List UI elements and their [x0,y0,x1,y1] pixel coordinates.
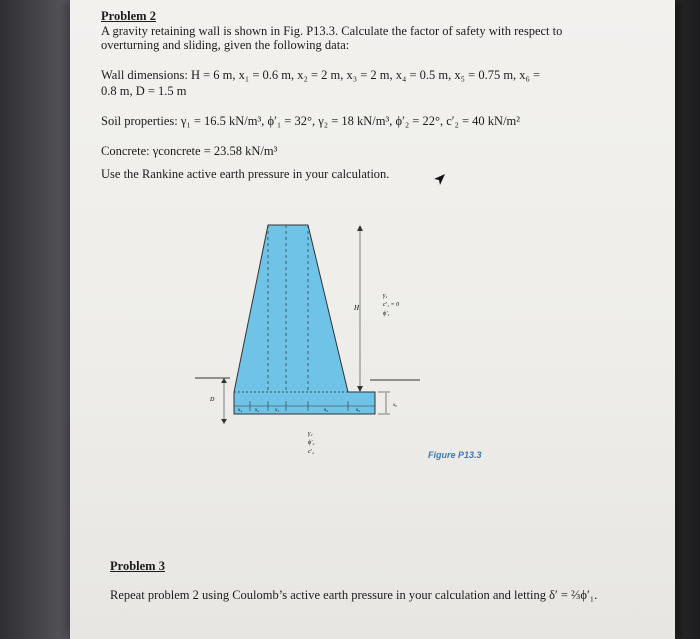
concrete-line: Concrete: γconcrete = 23.58 kN/m³ [101,144,278,158]
problem2-intro-line2: overturning and sliding, given the following data: [101,38,350,52]
label-phi1: ϕ′₁ [383,311,390,317]
label-H: H [354,304,360,312]
wall-dimensions-line2: 0.8 m, D = 1.5 m [101,84,187,98]
figure-caption: Figure P13.3 [428,450,482,460]
label-gamma1: γ₁ [383,293,388,299]
mouse-cursor-icon [433,171,447,187]
d-arrow-top [221,378,227,383]
label-x6: x₆ [393,403,397,408]
label-x2: x₂ [255,408,259,413]
h-arrow-bottom [357,386,363,392]
problem3-text: Repeat problem 2 using Coulomb’s active earth pressure in your calculation and letting δ′ = ⅔ϕ′₁. [110,588,598,602]
wall-body [234,225,375,414]
soil-properties-line: Soil properties: γ₁ = 16.5 kN/m³, ϕ′₁ = 32°, γ₂ = 18 kN/m³, ϕ′₂ = 22°, c′₂ = 40 kN/m² [101,114,521,128]
label-c1: c′₁ = 0 [383,302,400,308]
label-x5: x₅ [356,408,360,413]
label-x4: x₄ [238,408,242,413]
background-right [675,0,700,639]
retaining-wall-figure [190,215,450,465]
label-phi2: ϕ′₂ [308,440,315,446]
problem2-heading: Problem 2 [101,9,156,23]
label-x3: x₃ [324,408,328,413]
label-gamma2: γ₂ [308,431,313,437]
rankine-instruction: Use the Rankine active earth pressure in your calculation. [101,167,390,181]
label-x1: x₁ [275,408,279,413]
label-D: D [210,397,215,403]
h-arrow-top [357,225,363,231]
d-arrow-bottom [221,419,227,424]
problem2-intro-line1: A gravity retaining wall is shown in Fig. P13.3. Calculate the factor of safety with respect to [101,24,563,38]
label-c2: c′₂ [308,449,315,455]
wall-dimensions-line1: Wall dimensions: H = 6 m, x₁ = 0.6 m, x₂ = 2 m, x₃ = 2 m, x₄ = 0.5 m, x₅ = 0.75 m, x₆ = [101,68,541,82]
problem3-heading: Problem 3 [110,559,165,573]
background-left [0,0,70,639]
